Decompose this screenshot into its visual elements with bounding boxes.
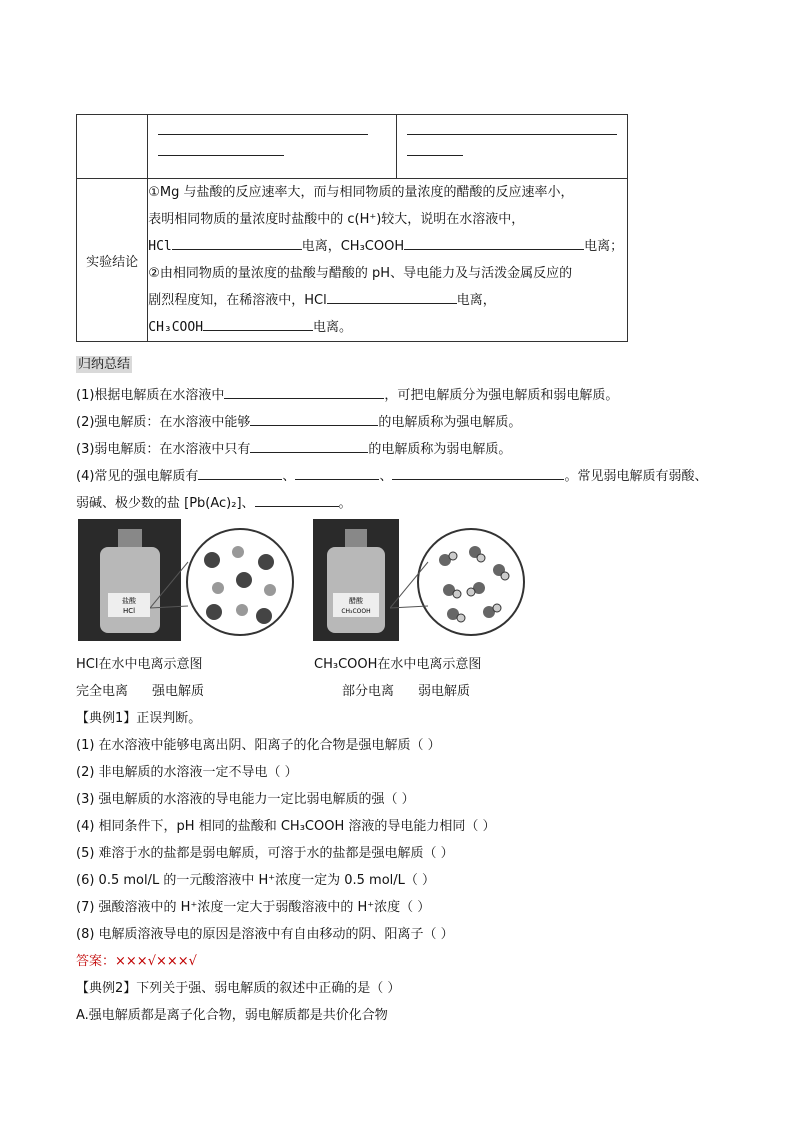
example1-item: (8) 电解质溶液导电的原因是溶液中有自由移动的阴、阳离子（ ） <box>76 927 454 942</box>
example2-option-a: A.强电解质都是离子化合物，弱电解质都是共价化合物 <box>76 1008 388 1023</box>
example1-title: 【典例1】正误判断。 <box>76 711 202 726</box>
svg-text:醋酸: 醋酸 <box>349 597 363 605</box>
acetic-bottle-photo <box>313 519 399 641</box>
conclusion-line: ①Mg 与盐酸的反应速率大，而与相同物质的量浓度的醋酸的反应速率小， <box>148 185 574 200</box>
svg-text:盐酸: 盐酸 <box>122 597 136 605</box>
example1-item: (5) 难溶于水的盐都是弱电解质，可溶于水的盐都是强电解质（ ） <box>76 846 454 861</box>
ions-icon <box>188 530 292 634</box>
hcl-subcaption: 完全电离 强电解质 <box>76 684 205 699</box>
conclusion-line: 剧烈程度知，在稀溶液中，HCl 电离， <box>148 293 496 308</box>
conclusion-label: 实验结论 <box>86 254 139 270</box>
answer-line: 答案：×××√×××√ <box>76 954 197 969</box>
blank-cell-left <box>148 115 397 179</box>
acetic-subcaption: 部分电离 弱电解质 <box>342 684 471 699</box>
summary-title: 归纳总结 <box>78 357 131 372</box>
molecules-icon <box>419 530 523 634</box>
example1-item: (7) 强酸溶液中的 H⁺浓度一定大于弱酸溶液中的 H⁺浓度（ ） <box>76 900 431 915</box>
bottle-icon <box>313 519 399 641</box>
summary-item: (2)强电解质：在水溶液中能够 的电解质称为强电解质。 <box>76 415 522 430</box>
example2-title: 【典例2】下列关于强、弱电解质的叙述中正确的是（ ） <box>76 981 401 996</box>
answer-line <box>158 155 284 156</box>
conclusion-line: 表明相同物质的量浓度时盐酸中的 c(H⁺)较大，说明在水溶液中， <box>148 212 525 227</box>
example1-item: (6) 0.5 mol/L 的一元酸溶液中 H⁺浓度一定为 0.5 mol/L（ ） <box>76 873 436 888</box>
conclusion-line: CH₃COOH 电离。 <box>148 320 353 335</box>
conclusion-cell <box>148 179 628 342</box>
conclusion-line: ②由相同物质的量浓度的盐酸与醋酸的 pH、导电能力及与活泼金属反应的 <box>148 266 573 281</box>
svg-text:HCl: HCl <box>122 607 136 615</box>
acetic-caption: CH₃COOH在水中电离示意图 <box>314 657 482 672</box>
answer-line <box>158 134 368 135</box>
conclusion-line: HCl 电离，CH₃COOH 电离； <box>148 239 624 254</box>
svg-text:CH₃COOH: CH₃COOH <box>341 608 371 615</box>
answer-line <box>407 155 463 156</box>
blank-cell-right <box>397 115 628 179</box>
pointer-lines <box>390 560 430 610</box>
summary-item: (1)根据电解质在水溶液中 ，可把电解质分为强电解质和弱电解质。 <box>76 388 619 403</box>
experiment-table <box>76 114 628 342</box>
hcl-ion-diagram <box>186 528 294 636</box>
hcl-caption: HCl在水中电离示意图 <box>76 657 203 672</box>
acetic-molecule-diagram <box>417 528 525 636</box>
example1-item: (1) 在水溶液中能够电离出阴、阳离子的化合物是强电解质（ ） <box>76 738 441 753</box>
example1-item: (2) 非电解质的水溶液一定不导电（ ） <box>76 765 298 780</box>
answer-line <box>407 134 617 135</box>
conclusion-label-cell <box>77 179 148 342</box>
summary-item: (3)弱电解质：在水溶液中只有 的电解质称为弱电解质。 <box>76 442 512 457</box>
pointer-lines <box>150 560 190 610</box>
example1-item: (4) 相同条件下，pH 相同的盐酸和 CH₃COOH 溶液的导电能力相同（ ） <box>76 819 496 834</box>
empty-cell <box>77 115 148 179</box>
summary-item: 弱碱、极少数的盐 [Pb(Ac)₂]、 。 <box>76 496 352 511</box>
example1-item: (3) 强电解质的水溶液的导电能力一定比弱电解质的强（ ） <box>76 792 415 807</box>
summary-item: (4)常见的强电解质有 、 、 。常见弱电解质有弱酸、 <box>76 469 708 484</box>
